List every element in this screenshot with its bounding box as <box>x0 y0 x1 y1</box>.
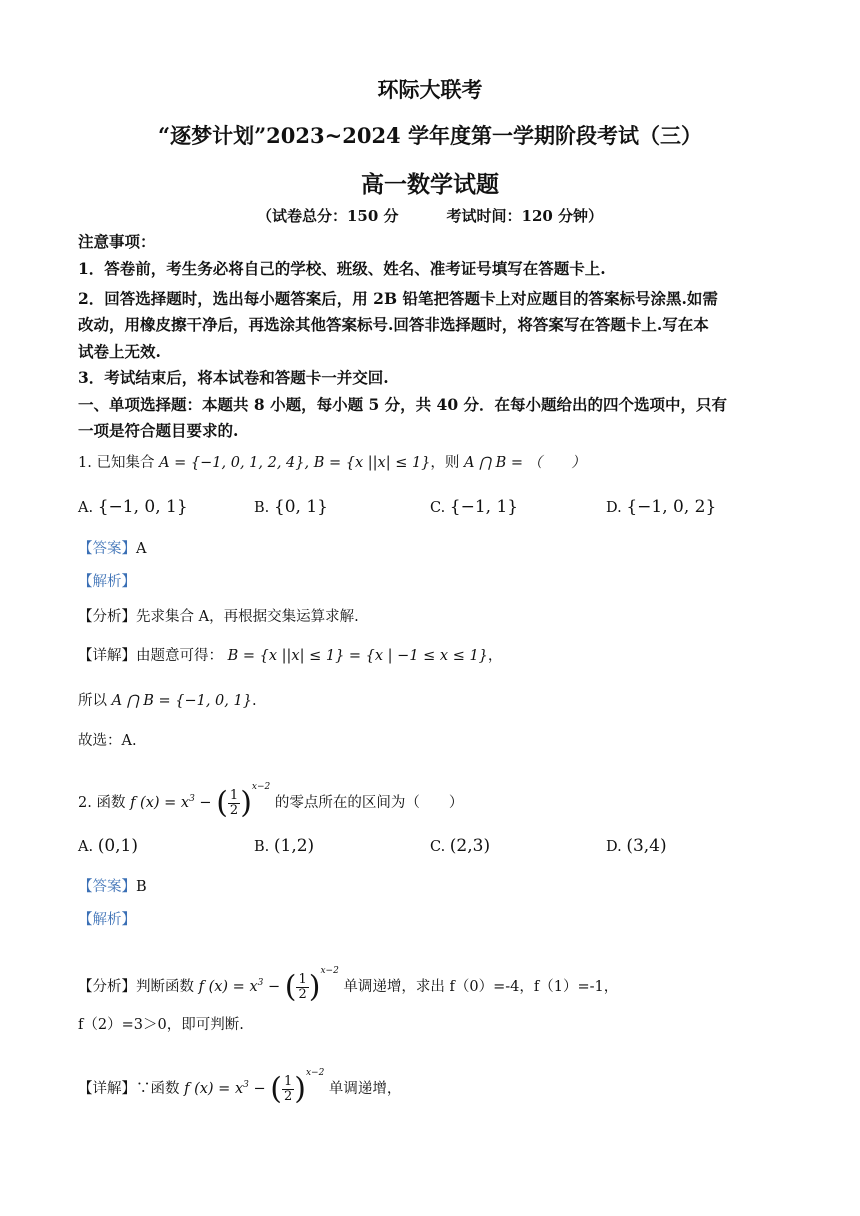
so-suffix: . <box>251 693 257 709</box>
q2-option-a <box>78 836 138 856</box>
exam-info <box>0 205 860 226</box>
right-paren: ) <box>308 969 321 1005</box>
exam-plan-title: “逐梦计划”2023~2024 学年度第一学期阶段考试（三） <box>158 123 702 148</box>
fraction-numerator: 1 <box>298 971 307 987</box>
minus-sign: − <box>194 795 217 811</box>
option-value: {−1, 1} <box>449 497 519 517</box>
q1-ask: A ⋂ B = （ ） <box>464 455 586 471</box>
option-value: {−1, 0, 1} <box>97 497 188 517</box>
notice-heading: 注意事项： <box>78 232 156 251</box>
power-exponent: x−2 <box>251 782 271 792</box>
left-paren: ( <box>216 785 228 821</box>
q1-suffix: ，则 <box>430 455 460 471</box>
question-2 <box>78 774 784 821</box>
q2-option-d <box>606 836 667 856</box>
option-letter: D. <box>606 500 622 516</box>
q1-option-c <box>430 497 518 517</box>
q1-choose: 故选：A. <box>78 733 137 749</box>
section-heading: 一、单项选择题：本题共 8 小题，每小题 5 分，共 40 分．在每小题给出的四个选项中，只有 <box>78 395 728 414</box>
q1-prefix: 1. 已知集合 <box>78 455 155 471</box>
q1-option-d <box>606 497 716 517</box>
option-letter: C. <box>430 500 446 516</box>
so-text: 所以 <box>78 693 107 709</box>
minus-sign: − <box>263 979 285 995</box>
q1-so <box>78 688 784 715</box>
option-letter: A. <box>78 839 94 855</box>
fenxi-text: 判断函数 <box>136 979 194 995</box>
total-score: （试卷总分：150 分 <box>256 207 399 225</box>
q1-option-a <box>78 497 188 517</box>
so-math: A ⋂ B = {−1, 0, 1} <box>111 693 252 709</box>
left-paren: ( <box>270 1071 282 1107</box>
notice-item-2: 2．回答选择题时，选出每小题答案后，用 2B 铅笔把答题卡上对应题目的答案标号涂黑.如需 <box>78 289 718 308</box>
section-heading-cont: 一项是符合题目要求的. <box>78 421 239 440</box>
detail-function <box>184 1068 325 1107</box>
answer-value: B <box>136 879 147 895</box>
notice-item-2-cont: 改动，用橡皮擦干净后，再选涂其他答案标号.回答非选择题时，将答案写在答题卡上.写在本 <box>78 315 709 334</box>
q2-function <box>130 782 271 821</box>
option-value: (3,4) <box>626 836 667 856</box>
exam-subject-title: 高一数学试题 <box>361 171 499 198</box>
q1-sets: A = {−1, 0, 1, 2, 4}, B = {x ||x| ≤ 1} <box>159 455 431 471</box>
fraction-numerator: 1 <box>283 1073 293 1089</box>
answer-tag: 【答案】 <box>78 541 136 557</box>
left-paren: ( <box>284 969 297 1005</box>
q2-answer <box>78 874 784 901</box>
half-fraction <box>296 973 308 1002</box>
question-1 <box>78 450 784 477</box>
q2-suffix: 的零点所在的区间为（ ） <box>274 795 464 811</box>
q2-analysis-tag: 【解析】 <box>78 912 136 928</box>
exam-time: 考试时间：120 分钟） <box>446 207 604 225</box>
option-letter: C. <box>430 839 446 855</box>
notice-item-3: 3．考试结束后，将本试卷和答题卡一并交回. <box>78 368 389 387</box>
fraction-denominator: 2 <box>283 1088 293 1104</box>
cube-exponent: 3 <box>257 978 264 989</box>
notice-item-2-cont2: 试卷上无效. <box>78 342 161 361</box>
fenxi-tag: 【分析】 <box>78 979 136 995</box>
cube-exponent: 3 <box>243 1080 249 1091</box>
fraction-denominator: 2 <box>229 802 239 818</box>
detail-text: ∵函数 <box>136 1081 180 1097</box>
q1-option-b <box>254 497 328 517</box>
q1-fenxi <box>78 604 784 631</box>
option-value: (0,1) <box>97 836 139 856</box>
detail-suffix: 单调递增， <box>328 1081 402 1097</box>
fenxi-function <box>198 966 339 1005</box>
q2-option-b <box>254 836 314 856</box>
q2-fenxi <box>78 958 784 1005</box>
right-paren: ) <box>294 1071 306 1107</box>
half-fraction <box>282 1075 294 1104</box>
function-left: f (x) = x <box>184 1081 244 1097</box>
minus-sign: − <box>248 1081 271 1097</box>
answer-tag: 【答案】 <box>78 879 136 895</box>
detail-suffix: ， <box>487 648 503 664</box>
q2-fenxi-cont: f（2）=3＞0，即可判断. <box>78 1017 244 1033</box>
power-exponent: x−2 <box>305 1068 325 1078</box>
q1-detail <box>78 643 784 670</box>
detail-tag: 【详解】 <box>78 648 136 664</box>
function-left: f (x) = x <box>198 979 258 995</box>
option-letter: A. <box>78 500 94 516</box>
fraction-numerator: 1 <box>229 787 239 803</box>
option-value: {0, 1} <box>273 497 328 517</box>
option-letter: B. <box>254 839 270 855</box>
fenxi-tag: 【分析】 <box>78 609 136 625</box>
q1-analysis-tag: 【解析】 <box>78 574 136 590</box>
power-exponent: x−2 <box>320 966 339 976</box>
exam-alliance-title: 环际大联考 <box>377 77 483 102</box>
detail-tag: 【详解】 <box>78 1081 136 1097</box>
answer-value: A <box>136 541 147 557</box>
right-paren: ) <box>240 785 252 821</box>
cube-exponent: 3 <box>189 794 195 805</box>
fraction-denominator: 2 <box>298 986 307 1002</box>
option-value: (1,2) <box>273 836 315 856</box>
option-value: {−1, 0, 2} <box>626 497 717 517</box>
q1-answer <box>78 536 784 563</box>
q2-prefix: 2. 函数 <box>78 795 126 811</box>
fenxi-suffix: 单调递增，求出 f（0）=-4，f（1）=-1， <box>343 979 619 995</box>
detail-math: B = {x ||x| ≤ 1} = {x | −1 ≤ x ≤ 1} <box>227 648 488 664</box>
fenxi-text: 先求集合 A，再根据交集运算求解. <box>136 609 359 625</box>
q2-detail <box>78 1060 784 1107</box>
q2-option-c <box>430 836 490 856</box>
half-fraction <box>228 789 240 818</box>
function-left: f (x) = x <box>130 795 190 811</box>
notice-item-1: 1．答卷前，考生务必将自己的学校、班级、姓名、准考证号填写在答题卡上. <box>78 259 606 278</box>
option-letter: D. <box>606 839 622 855</box>
detail-text: 由题意可得： <box>136 648 223 664</box>
option-value: (2,3) <box>449 836 491 856</box>
option-letter: B. <box>254 500 270 516</box>
